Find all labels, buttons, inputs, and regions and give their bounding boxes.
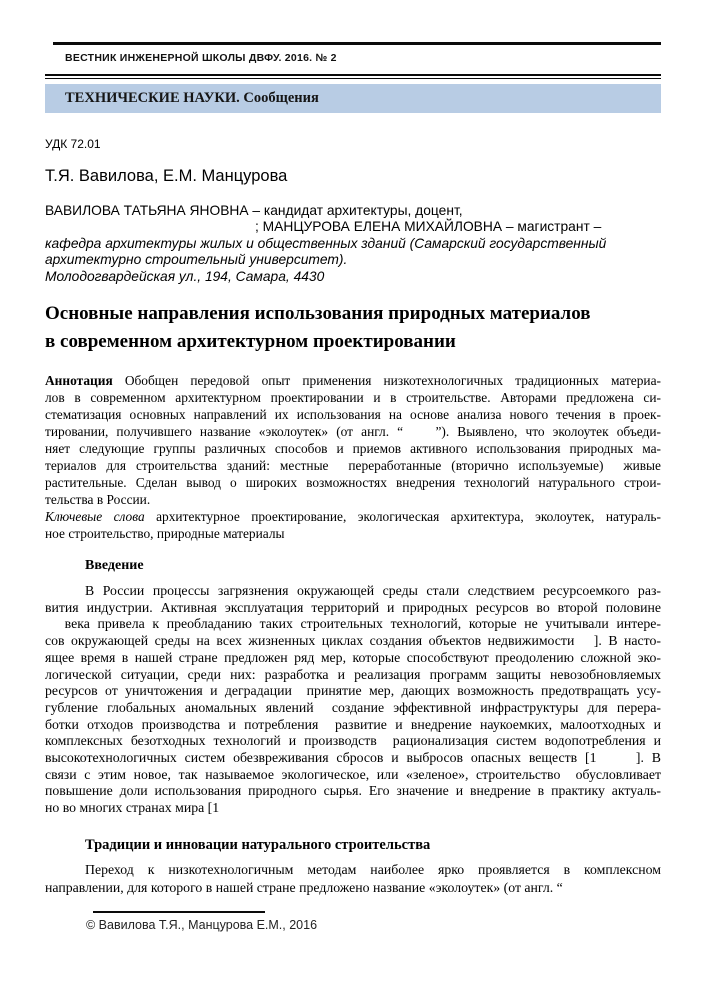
annotation-block	[45, 372, 661, 542]
body-line: губление глобальных аномальных явлений создание эффективной инфраструктуры для перера-	[45, 699, 661, 715]
annotation-line: стематизация основных направлений их использования на основе анализа нового течения в проек-	[45, 407, 661, 423]
annotation-line: няет следующие группы различных способов и приемов активного использования природных ма-	[45, 441, 661, 457]
journal-header: ВЕСТНИК ИНЖЕНЕРНОЙ ШКОЛЫ ДВФУ. 2016. № 2	[65, 52, 337, 64]
article-title-line: в современном архитектурном проектировании	[45, 330, 456, 352]
body-line: повышение доли использования природного сырья. Его значение и внедрение в практику актуаль-	[45, 783, 661, 799]
section-bar	[45, 84, 661, 113]
annotation-line: териалов для строительства зданий: местные переработанные (вторично используемые) живые	[45, 458, 661, 474]
annotation-line: тельства в России.	[45, 492, 151, 508]
author-affiliation-line: кафедра архитектуры жилых и общественных зданий (Самарский государственный	[45, 235, 607, 251]
article-title	[45, 300, 661, 355]
annotation-line: растительные. Сделан вывод о широких возможностях внедрения технологий натурального строи-	[45, 475, 661, 491]
body-line: но во многих странах мира [1	[45, 800, 220, 816]
keywords-line: Ключевые слова архитектурное проектирование, экологическая архитектура, эколоутек, натураль-	[45, 509, 661, 525]
article-title-line: Основные направления использования природных материалов	[45, 303, 591, 325]
annotation-label: Аннотация	[45, 373, 113, 389]
body-line: ботки отходов производства и потребления развитие и внедрение наукоемких, малоотходных и	[45, 716, 661, 732]
body-line: В России процессы загрязнения окружающей среды стали следствием ресурсоемкого раз-	[85, 583, 661, 599]
header-double-rule	[45, 74, 661, 79]
annotation-line: лов в современном архитектурном проектировании и в строительстве. Авторами предложена си-	[45, 390, 661, 406]
body-line: вития индустрии. Активная эксплуатация территорий и природных ресурсов во второй половине	[45, 599, 661, 615]
body-line: Переход к низкотехнологичным методам наиболее ярко проявляется в комплексном	[85, 861, 661, 877]
copyright-notice: © Вавилова Т.Я., Манцурова Е.М., 2016	[86, 917, 318, 932]
footnote-rule	[93, 911, 265, 913]
author-info-line: ВАВИЛОВА ТАТЬЯНА ЯНОВНА – кандидат архитектуры, доцент,	[45, 203, 463, 218]
udk-code: УДК 72.01	[45, 137, 101, 151]
body-line: логической ситуации, среди них: разработка и реализация программ защиты невозобновляемых	[45, 666, 661, 682]
author-address-line: Молодогвардейская ул., 194, Самара, 4430	[45, 268, 325, 284]
annotation-line: Аннотация Обобщен передовой опыт применения низкотехнологичных традиционных материа-	[45, 373, 661, 389]
body-line: связи с этим новое, так называемое экологическое, или «зеленое», строительство обусловливает	[45, 766, 661, 782]
traditions-paragraph	[45, 861, 661, 898]
body-line: ресурсов от уничтожения и деградации принятие мер, дающих возможность предотвращать усу-	[45, 683, 661, 699]
author-info-block	[45, 203, 661, 285]
author-info-line: ; МАНЦУРОВА ЕЛЕНА МИХАЙЛОВНА – магистрант –	[255, 219, 602, 235]
body-line: сов окружающей среды на всех жизненных циклах создания объектов недвижимости ]. В насто-	[45, 633, 661, 649]
intro-heading: Введение	[85, 558, 144, 574]
body-line: века привела к преобладанию таких строительных технологий, которые не учитывали интере-	[57, 616, 661, 632]
header-top-rule	[53, 42, 661, 45]
intro-paragraph	[45, 583, 661, 817]
body-line: высокотехнологичных систем обезвреживания сбросов и выбросов опасных веществ [1 ]. В	[45, 750, 661, 766]
annotation-line: тировании, получившего название «эколоутек» (от англ. “ ”). Выявлено, что эколоутек объеди-	[45, 424, 661, 440]
keywords-line: ное строительство, природные материалы	[45, 526, 285, 542]
body-line: ящее время в нашей стране предложен ряд мер, которые способствуют преодолению сложной эко-	[45, 649, 661, 665]
page-content	[45, 42, 661, 933]
author-affiliation-line: архитектурно строительный университет).	[45, 252, 348, 268]
section-bar-label: ТЕХНИЧЕСКИЕ НАУКИ. Сообщения	[65, 90, 319, 106]
traditions-heading: Традиции и инновации натурального строительства	[85, 836, 431, 853]
keywords-label: Ключевые слова	[45, 509, 145, 525]
body-line: комплексных безотходных технологий и производств рационализация систем водопотребления и	[45, 733, 661, 749]
body-line: направлении, для которого в нашей стране предложено название «эколоутек» (от англ. “	[45, 880, 563, 896]
authors-short: Т.Я. Вавилова, Е.М. Манцурова	[45, 167, 288, 185]
